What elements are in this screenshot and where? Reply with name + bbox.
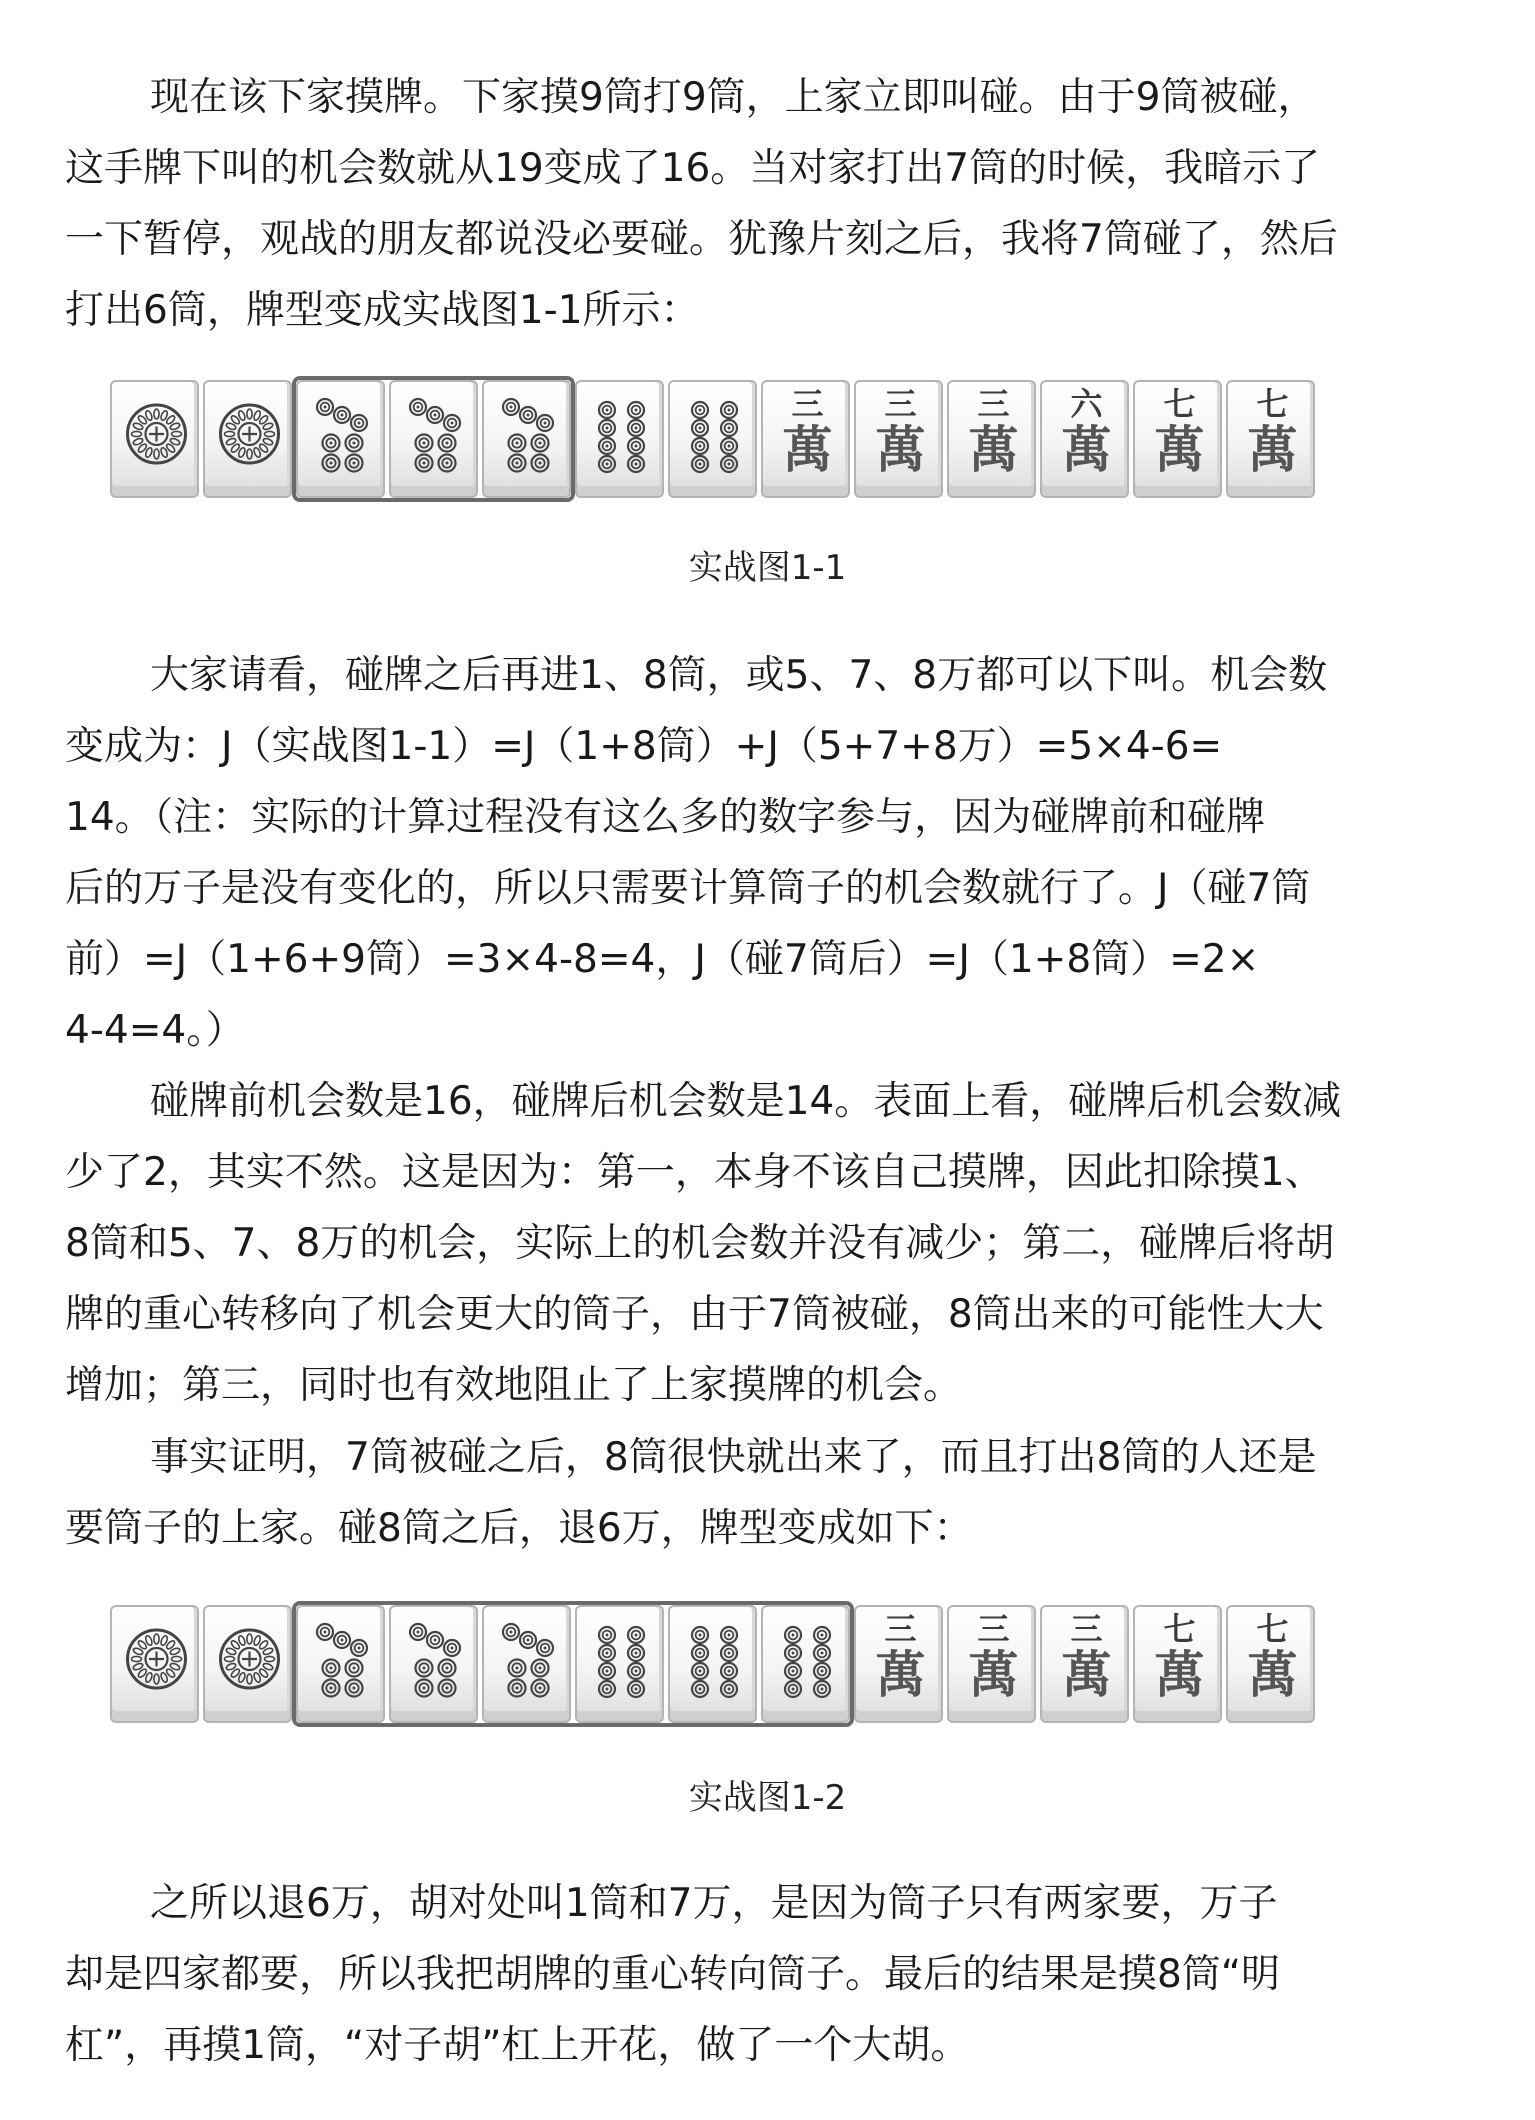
text-line: 8筒和5、7、8万的机会，实际上的机会数并没有减少；第二，碰牌后将胡 — [65, 1221, 1335, 1266]
mahjong-tile-wan-7 — [1226, 380, 1315, 498]
text-line: 之所以退6万，胡对处叫1筒和7万，是因为筒子只有两家要，万子 — [150, 1881, 1278, 1926]
mahjong-tile-circle-7 — [482, 1605, 571, 1723]
text-line: 14。（注：实际的计算过程没有这么多的数字参与，因为碰牌前和碰牌 — [65, 795, 1266, 840]
text-line: 这手牌下叫的机会数就从19变成了16。当对家打出7筒的时候，我暗示了 — [65, 146, 1321, 191]
circle-suit-icon — [112, 1607, 201, 1707]
mahjong-tile-circle-7 — [389, 1605, 478, 1723]
tile-number-glyph: 三 — [884, 1610, 917, 1648]
tile-number-glyph: 七 — [1256, 385, 1289, 423]
circle-suit-icon — [484, 1607, 573, 1707]
mahjong-tile-circle-8 — [668, 380, 757, 498]
circle-suit-icon — [763, 1607, 852, 1707]
text-line: 增加；第三，同时也有效地阻止了上家摸牌的机会。 — [65, 1363, 963, 1408]
mahjong-tile-wan-6 — [1040, 380, 1129, 498]
mahjong-tile-wan-3 — [947, 1605, 1036, 1723]
text-line: 要筒子的上家。碰8筒之后，退6万，牌型变成如下： — [65, 1506, 973, 1551]
mahjong-tile-circle-1 — [203, 380, 292, 498]
circle-suit-icon — [298, 1607, 387, 1707]
mahjong-tile-circle-7 — [296, 1605, 385, 1723]
mahjong-tile-circle-7 — [389, 380, 478, 498]
paragraph-2 — [65, 640, 1375, 1066]
text-line: 变成为：J（实战图1-1）=J（1+8筒）+J（5+7+8万）=5×4-6= — [65, 724, 1223, 769]
mahjong-tile-wan-7 — [1133, 1605, 1222, 1723]
tile-number-glyph: 三 — [884, 385, 917, 423]
text-line: 事实证明，7筒被碰之后，8筒很快就出来了，而且打出8筒的人还是 — [150, 1435, 1317, 1480]
mahjong-tile-circle-1 — [110, 380, 199, 498]
tile-number-glyph: 三 — [791, 385, 824, 423]
mahjong-tile-circle-1 — [203, 1605, 292, 1723]
circle-suit-icon — [112, 382, 201, 482]
tile-suit-glyph: 萬 — [782, 420, 833, 479]
tile-suit-glyph: 萬 — [1154, 1645, 1205, 1704]
circle-suit-icon — [577, 1607, 666, 1707]
text-line: 杠”，再摸1筒，“对子胡”杠上开花，做了一个大胡。 — [65, 2023, 970, 2068]
mahjong-tile-wan-3 — [947, 380, 1036, 498]
tile-suit-glyph: 萬 — [1061, 420, 1112, 479]
mahjong-tile-wan-3 — [1040, 1605, 1129, 1723]
text-line: 一下暂停，观战的朋友都说没必要碰。犹豫片刻之后，我将7筒碰了，然后 — [65, 217, 1338, 262]
tile-suit-glyph: 萬 — [875, 420, 926, 479]
tile-row-figure-2 — [110, 1605, 1319, 1723]
mahjong-tile-circle-8 — [575, 1605, 664, 1723]
paragraph-5 — [65, 1868, 1375, 2081]
paragraph-4 — [65, 1422, 1375, 1564]
mahjong-tile-circle-7 — [296, 380, 385, 498]
circle-suit-icon — [391, 382, 480, 482]
circle-suit-icon — [670, 1607, 759, 1707]
text-line: 现在该下家摸牌。下家摸9筒打9筒，上家立即叫碰。由于9筒被碰， — [150, 75, 1317, 120]
text-line: 4-4=4。） — [65, 1008, 245, 1053]
tile-number-glyph: 七 — [1163, 1610, 1196, 1648]
text-line: 少了2，其实不然。这是因为：第一，本身不该自己摸牌，因此扣除摸1、 — [65, 1150, 1324, 1195]
mahjong-tile-circle-8 — [575, 380, 664, 498]
mahjong-tile-circle-1 — [110, 1605, 199, 1723]
text-line: 打出6筒，牌型变成实战图1-1所示： — [65, 288, 700, 333]
circle-suit-icon — [484, 382, 573, 482]
tile-number-glyph: 六 — [1070, 385, 1103, 423]
circle-suit-icon — [577, 382, 666, 482]
tile-number-glyph: 七 — [1256, 1610, 1289, 1648]
circle-suit-icon — [298, 382, 387, 482]
tile-row-figure-1 — [110, 380, 1319, 498]
mahjong-tile-circle-8 — [761, 1605, 850, 1723]
tile-suit-glyph: 萬 — [1154, 420, 1205, 479]
tile-suit-glyph: 萬 — [968, 420, 1019, 479]
circle-suit-icon — [391, 1607, 480, 1707]
text-line: 牌的重心转移向了机会更大的筒子，由于7筒被碰，8筒出来的可能性大大 — [65, 1292, 1324, 1337]
mahjong-tile-wan-7 — [1226, 1605, 1315, 1723]
circle-suit-icon — [205, 1607, 294, 1707]
text-line: 碰牌前机会数是16，碰牌后机会数是14。表面上看，碰牌后机会数减 — [150, 1079, 1342, 1124]
text-line: 却是四家都要，所以我把胡牌的重心转向筒子。最后的结果是摸8筒“明 — [65, 1952, 1281, 1997]
tile-suit-glyph: 萬 — [1247, 420, 1298, 479]
paragraph-3 — [65, 1066, 1375, 1421]
circle-suit-icon — [670, 382, 759, 482]
tile-number-glyph: 三 — [1070, 1610, 1103, 1648]
tile-suit-glyph: 萬 — [1061, 1645, 1112, 1704]
circle-suit-icon — [205, 382, 294, 482]
mahjong-tile-circle-8 — [668, 1605, 757, 1723]
tile-number-glyph: 三 — [977, 1610, 1010, 1648]
mahjong-tile-wan-3 — [854, 1605, 943, 1723]
mahjong-tile-wan-7 — [1133, 380, 1222, 498]
mahjong-tile-wan-3 — [761, 380, 850, 498]
tile-suit-glyph: 萬 — [875, 1645, 926, 1704]
tile-number-glyph: 三 — [977, 385, 1010, 423]
mahjong-tile-wan-3 — [854, 380, 943, 498]
tile-number-glyph: 七 — [1163, 385, 1196, 423]
paragraph-1 — [65, 62, 1375, 346]
text-line: 大家请看，碰牌之后再进1、8筒，或5、7、8万都可以下叫。机会数 — [150, 653, 1328, 698]
mahjong-tile-circle-7 — [482, 380, 571, 498]
text-line: 后的万子是没有变化的，所以只需要计算筒子的机会数就行了。J（碰7筒 — [65, 866, 1311, 911]
tile-suit-glyph: 萬 — [968, 1645, 1019, 1704]
figure-caption-2: 实战图1-2 — [688, 1778, 847, 1818]
text-line: 前）=J（1+6+9筒）=3×4-8=4，J（碰7筒后）=J（1+8筒）=2× — [65, 937, 1260, 982]
figure-caption-1: 实战图1-1 — [688, 548, 847, 588]
tile-suit-glyph: 萬 — [1247, 1645, 1298, 1704]
